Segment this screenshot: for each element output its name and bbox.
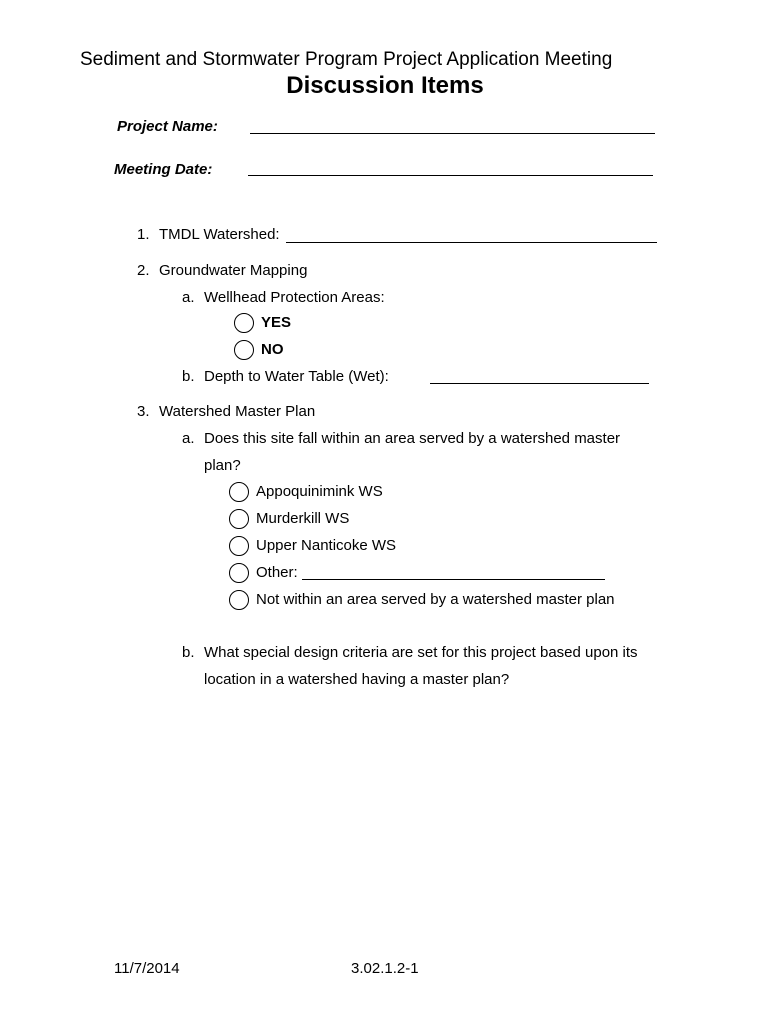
project-name-field[interactable] xyxy=(250,133,655,134)
not-within-radio[interactable] xyxy=(229,590,249,610)
item-1-number: 1. xyxy=(137,226,150,243)
no-label: NO xyxy=(261,341,284,358)
upper-nanticoke-label: Upper Nanticoke WS xyxy=(256,537,397,554)
not-within-label: Not within an area served by a watershed master plan xyxy=(256,591,615,608)
appoquinimink-label: Appoquinimink WS xyxy=(256,483,383,500)
meeting-date-label: Meeting Date: xyxy=(114,161,213,178)
footer-date: 11/7/2014 xyxy=(114,960,180,977)
depth-water-table-label: Depth to Water Table (Wet): xyxy=(204,368,389,385)
tmdl-watershed-label: TMDL Watershed: xyxy=(159,226,280,243)
murderkill-label: Murderkill WS xyxy=(256,510,350,527)
depth-water-table-field[interactable] xyxy=(430,383,649,384)
design-criteria-question-line2: location in a watershed having a master plan? xyxy=(204,671,510,688)
project-name-label: Project Name: xyxy=(117,118,218,135)
appoquinimink-radio[interactable] xyxy=(229,482,249,502)
other-radio[interactable] xyxy=(229,563,249,583)
item-3b-letter: b. xyxy=(182,644,195,661)
item-2-number: 2. xyxy=(137,262,150,279)
yes-radio[interactable] xyxy=(234,313,254,333)
item-2a-letter: a. xyxy=(182,289,195,306)
item-3-number: 3. xyxy=(137,403,150,420)
murderkill-radio[interactable] xyxy=(229,509,249,529)
master-plan-question-line2: plan? xyxy=(204,457,241,474)
yes-label: YES xyxy=(261,314,292,331)
master-plan-question-line1: Does this site fall within an area served by a watershed master xyxy=(204,430,621,447)
meeting-date-field[interactable] xyxy=(248,175,653,176)
item-2b-letter: b. xyxy=(182,368,195,385)
groundwater-mapping-label: Groundwater Mapping xyxy=(159,262,308,279)
wellhead-protection-label: Wellhead Protection Areas: xyxy=(204,289,385,306)
upper-nanticoke-radio[interactable] xyxy=(229,536,249,556)
other-field[interactable] xyxy=(302,579,605,580)
tmdl-watershed-field[interactable] xyxy=(286,242,657,243)
footer-page-code: 3.02.1.2-1 xyxy=(351,960,419,977)
document-subtitle: Discussion Items xyxy=(286,72,484,99)
no-radio[interactable] xyxy=(234,340,254,360)
watershed-master-plan-label: Watershed Master Plan xyxy=(159,403,316,420)
design-criteria-question-line1: What special design criteria are set for this project based upon its xyxy=(204,644,638,661)
document-title: Sediment and Stormwater Program Project Application Meeting xyxy=(80,49,613,70)
other-label: Other: xyxy=(256,564,298,581)
item-3a-letter: a. xyxy=(182,430,195,447)
